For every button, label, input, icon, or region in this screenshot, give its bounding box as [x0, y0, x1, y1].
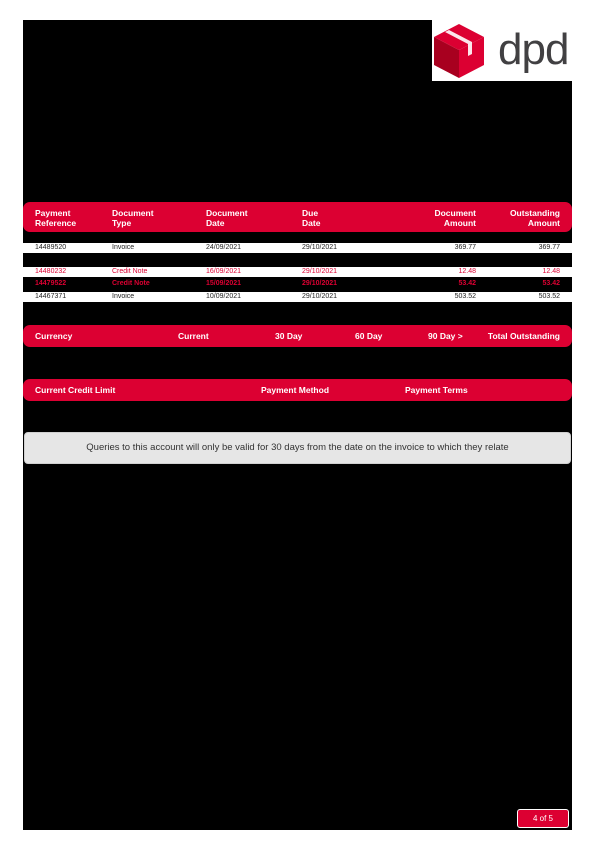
label-credit-limit: Current Credit Limit — [35, 385, 116, 395]
label-current: Current — [178, 331, 209, 341]
table-row — [23, 292, 572, 302]
cell-due-date: 29/10/2021 — [302, 293, 338, 300]
dpd-logo — [432, 20, 572, 81]
label-60-day: 60 Day — [355, 331, 383, 341]
header-payment-reference: Payment Reference — [35, 208, 77, 228]
cell-reference: 14489520 — [35, 244, 67, 251]
header-document-date: Document Date — [206, 208, 248, 228]
label-payment-method: Payment Method — [261, 385, 330, 395]
table-row — [23, 243, 572, 253]
cell-amount: 369.77 — [454, 244, 476, 251]
cell-doc-date: 10/09/2021 — [206, 293, 242, 300]
cell-type: Credit Note — [112, 268, 148, 275]
cell-type: Invoice — [112, 293, 135, 300]
cell-reference: 14467371 — [35, 293, 67, 300]
cell-due-date: 29/10/2021 — [302, 280, 338, 287]
header-document-amount: Document Amount — [434, 208, 476, 228]
label-30-day: 30 Day — [275, 331, 303, 341]
credit-info-header — [23, 379, 572, 401]
logo-wordmark: dpd — [498, 25, 569, 74]
cell-due-date: 29/10/2021 — [302, 268, 338, 275]
page-number: 4 of 5 — [517, 809, 569, 828]
cell-doc-date: 16/09/2021 — [206, 268, 242, 275]
table-row — [23, 267, 572, 277]
cell-outstanding: 53.42 — [542, 280, 560, 287]
cell-outstanding: 503.52 — [538, 293, 560, 300]
cell-type: Invoice — [112, 244, 135, 251]
header-document-type: Document Type — [112, 208, 154, 228]
label-payment-terms: Payment Terms — [405, 385, 468, 395]
page-background — [23, 20, 572, 830]
label-currency: Currency — [35, 331, 73, 341]
ageing-summary-header — [23, 325, 572, 347]
cell-reference: 14479522 — [35, 280, 67, 287]
header-due-date: Due Date — [302, 208, 321, 228]
cell-doc-date: 15/09/2021 — [206, 280, 242, 287]
cell-outstanding: 12.48 — [542, 268, 560, 275]
queries-notice: Queries to this account will only be valid for 30 days from the date on the invoice to which they relate — [24, 432, 571, 464]
cell-type: Credit Note — [112, 280, 150, 287]
cell-amount: 53.42 — [458, 280, 476, 287]
cell-reference: 14480232 — [35, 268, 67, 275]
header-outstanding-amount: Outstanding Amount — [509, 208, 560, 228]
cell-due-date: 29/10/2021 — [302, 244, 338, 251]
label-total-outstanding: Total Outstanding — [487, 331, 560, 341]
cell-outstanding: 369.77 — [538, 244, 560, 251]
label-90-day: 90 Day > — [428, 331, 463, 341]
table-row — [23, 279, 572, 289]
table-header — [23, 202, 572, 232]
cell-amount: 12.48 — [458, 268, 476, 275]
cell-doc-date: 24/09/2021 — [206, 244, 242, 251]
cell-amount: 503.52 — [454, 293, 476, 300]
